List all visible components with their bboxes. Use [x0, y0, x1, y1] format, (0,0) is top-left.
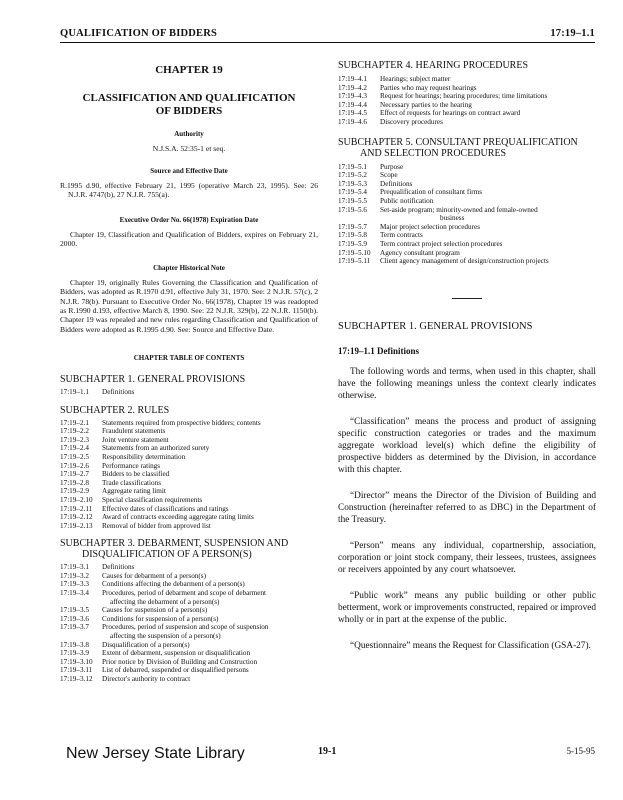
toc-entry: 17:19–3.3 Conditions affecting the debarment of a person(s)	[60, 580, 245, 589]
toc-entry: 17:19–3.7 Procedures, period of suspension and scope of suspension affecting the suspension of a person(s)	[60, 623, 269, 641]
definition-classification: “Classification” means the process and product of assigning specific construction categories or trades and the maximum aggregate workload level(s) which define the eligibility of prospective bidders as determined by the Division, in accordance with this chapter.	[338, 416, 596, 475]
toc-entry: 17:19–4.4 Necessary parties to the hearing	[338, 100, 472, 109]
toc-entry: 17:19–5.11 Client agency management of design/construction projects	[338, 257, 549, 266]
toc-subchapter-2-list	[60, 419, 318, 531]
toc-entry: 17:19–3.9 Extent of debarment, suspension or disqualification	[60, 649, 251, 658]
toc-subchapter-1-list	[60, 388, 318, 397]
toc-entry: 17:19–2.4 Statements from an authorized surety	[60, 444, 210, 453]
toc-heading: CHAPTER TABLE OF CONTENTS	[133, 353, 245, 362]
section-heading: 17:19–1.1 Definitions	[338, 345, 419, 356]
toc-entry: 17:19–5.6 Set-aside program; minority-owned and female-owned business	[338, 205, 538, 223]
toc-entry: 17:19–5.3 Definitions	[338, 179, 413, 188]
toc-entry: 17:19–2.5 Responsibility determination	[60, 452, 186, 461]
toc-entry: 17:19–2.12 Award of contracts exceeding aggregate rating limits	[60, 513, 254, 522]
left-column	[60, 64, 318, 684]
toc-entry: 17:19–5.9 Term contract project selection procedures	[338, 239, 503, 248]
toc-entry: 17:19–4.5 Effect of requests for hearings on contract award	[338, 109, 521, 118]
toc-entry: 17:19–5.2 Scope	[338, 171, 398, 180]
section-divider	[452, 298, 482, 299]
toc-subchapter-1-title: SUBCHAPTER 1. GENERAL PROVISIONS	[60, 373, 246, 385]
toc-entry: 17:19–3.4 Procedures, period of debarment and scope of debarment affecting the debarment of a person(s)	[60, 589, 267, 606]
definition-questionnaire: “Questionnaire” means the Request for Classification (GSA-27).	[350, 640, 591, 651]
toc-entry: 17:19–5.1 Purpose	[338, 162, 404, 171]
toc-entry: 17:19–5.8 Term contracts	[338, 231, 423, 240]
authority-heading: Authority	[174, 130, 204, 138]
definition-director: “Director” means the Director of the Division of Building and Construction (hereinafter referred to as DBC) in the Department of the Treasury.	[338, 490, 596, 525]
toc-entry: 17:19–3.1 Definitions	[60, 563, 135, 572]
toc-entry: 17:19–4.1 Hearings; subject matter	[338, 75, 451, 83]
toc-entry: 17:19–3.11 List of debarred, suspended or disqualified persons	[60, 666, 249, 675]
toc-entry: 17:19–5.7 Major project selection procedures	[338, 222, 480, 231]
toc-entry: 17:19–1.1 Definitions	[60, 387, 135, 396]
running-header	[60, 26, 595, 43]
chapter-number: CHAPTER 19	[155, 64, 223, 76]
toc-subchapter-3-list	[60, 563, 318, 683]
source-heading: Source and Effective Date	[150, 167, 228, 175]
toc-subchapter-2-title: SUBCHAPTER 2. RULES	[60, 404, 170, 416]
toc-entry: 17:19–2.3 Joint venture statement	[60, 435, 169, 444]
library-watermark: New Jersey State Library	[66, 745, 245, 762]
toc-subchapter-5-title-line-2: AND SELECTION PROCEDURES	[360, 147, 507, 159]
toc-entry: 17:19–3.12 Director's authority to contract	[60, 675, 191, 683]
definition-public-work: “Public work” means any public building or other public betterment, work or improvements constructed, repaired or improved wholly or in part at the expense of the public.	[338, 590, 596, 625]
toc-entry: 17:19–5.10 Agency consultant program	[338, 248, 460, 257]
toc-entry: 17:19–2.10 Special classification requirements	[60, 495, 203, 504]
toc-subchapter-5-list	[338, 163, 596, 266]
toc-subchapter-5-title-line-1: SUBCHAPTER 5. CONSULTANT PREQUALIFICATION	[338, 136, 578, 148]
toc-entry: 17:19–3.2 Causes for debarment of a person(s)	[60, 571, 206, 580]
executive-order-heading: Executive Order No. 66(1978) Expiration Date	[119, 215, 259, 224]
toc-entry: 17:19–3.8 Disqualification of a person(s)	[60, 640, 190, 649]
toc-entry: 17:19–4.3 Request for hearings; hearing procedures; time limitations	[338, 92, 548, 101]
toc-subchapter-4-list	[338, 75, 596, 127]
supplement-date: 5-15-95	[566, 746, 595, 756]
right-column	[338, 60, 596, 652]
body-subchapter-title: SUBCHAPTER 1. GENERAL PROVISIONS	[338, 320, 533, 332]
toc-entry: 17:19–5.4 Prequalification of consultant firms	[338, 188, 482, 197]
authority-text: N.J.S.A. 52:35-1 et seq.	[152, 144, 226, 153]
header-title: QUALIFICATION OF BIDDERS	[60, 28, 218, 39]
toc-subchapter-3-title-line-1: SUBCHAPTER 3. DEBARMENT, SUSPENSION AND	[60, 538, 289, 550]
toc-entry: 17:19–2.7 Bidders to be classified	[60, 470, 170, 479]
chapter-title-line-2: OF BIDDERS	[155, 105, 223, 117]
header-section-number: 17:19–1.1	[550, 28, 595, 39]
toc-entry: 17:19–2.11 Effective dates of classifications and ratings	[60, 504, 229, 513]
toc-entry: 17:19–4.6 Discovery procedures	[338, 117, 443, 126]
executive-order-text: Chapter 19, Classification and Qualification of Bidders, expires on February 21, 2000.	[60, 229, 318, 248]
chapter-title-line-1: CLASSIFICATION AND QUALIFICATION	[82, 92, 296, 104]
page-number: 19-1	[318, 746, 337, 757]
source-text: R.1995 d.90, effective February 21, 1995 (operative March 23, 1995). See: 26 N.J.R. 4747(b), 27 N.J.R. 755(a).	[60, 181, 318, 200]
historical-note-text: Chapter 19, originally Rules Governing the Classification and Qualification of Bidders, was adopted as R.1970 d.91, effective July 31, 1970. See: 2 N.J.R. 57(c), 2 N.J.R. 78(b). Pursuant to Executive Order No. 66(1978), Chapter 19 was readopted as R.1990 d.193, effective March 8, 1990. See: 22 N.J.R. 329(b), 22 N.J.R. 1150(b). Chapter 19 was repealed and new rules regarding Classification and Qualification of Bidders were adopted as R.1995 d.90. See: Source and Effective Date.	[60, 278, 318, 334]
toc-entry: 17:19–2.1 Statements required from prospective bidders; contents	[60, 418, 261, 427]
toc-subchapter-4-title: SUBCHAPTER 4. HEARING PROCEDURES	[338, 60, 529, 71]
toc-entry: 17:19–2.9 Aggregate rating limit	[60, 487, 166, 496]
toc-entry: 17:19–5.5 Public notification	[338, 196, 434, 205]
toc-entry: 17:19–2.2 Fraudulent statements	[60, 427, 166, 436]
definitions-intro: The following words and terms, when used in this chapter, shall have the following meanings unless the context clearly indicates otherwise.	[338, 366, 596, 401]
toc-entry: 17:19–2.6 Performance ratings	[60, 461, 161, 470]
toc-entry: 17:19–3.5 Causes for suspension of a person(s)	[60, 606, 208, 615]
toc-entry: 17:19–4.2 Parties who may request hearings	[338, 83, 477, 92]
toc-entry: 17:19–3.6 Conditions for suspension of a person(s)	[60, 614, 219, 623]
historical-note-heading: Chapter Historical Note	[153, 264, 225, 273]
toc-entry: 17:19–2.13 Removal of bidder from approved list	[60, 521, 211, 530]
toc-subchapter-3-title-line-2: DISQUALIFICATION OF A PERSON(S)	[82, 549, 252, 561]
toc-entry: 17:19–2.8 Trade classifications	[60, 478, 162, 487]
definition-person: “Person” means any individual, copartnership, association, corporation or joint stock company, their lessees, trustees, assignees or receivers appointed by any court whatsoever.	[338, 540, 596, 575]
toc-entry: 17:19–3.10 Prior notice by Division of Building and Construction	[60, 657, 258, 666]
